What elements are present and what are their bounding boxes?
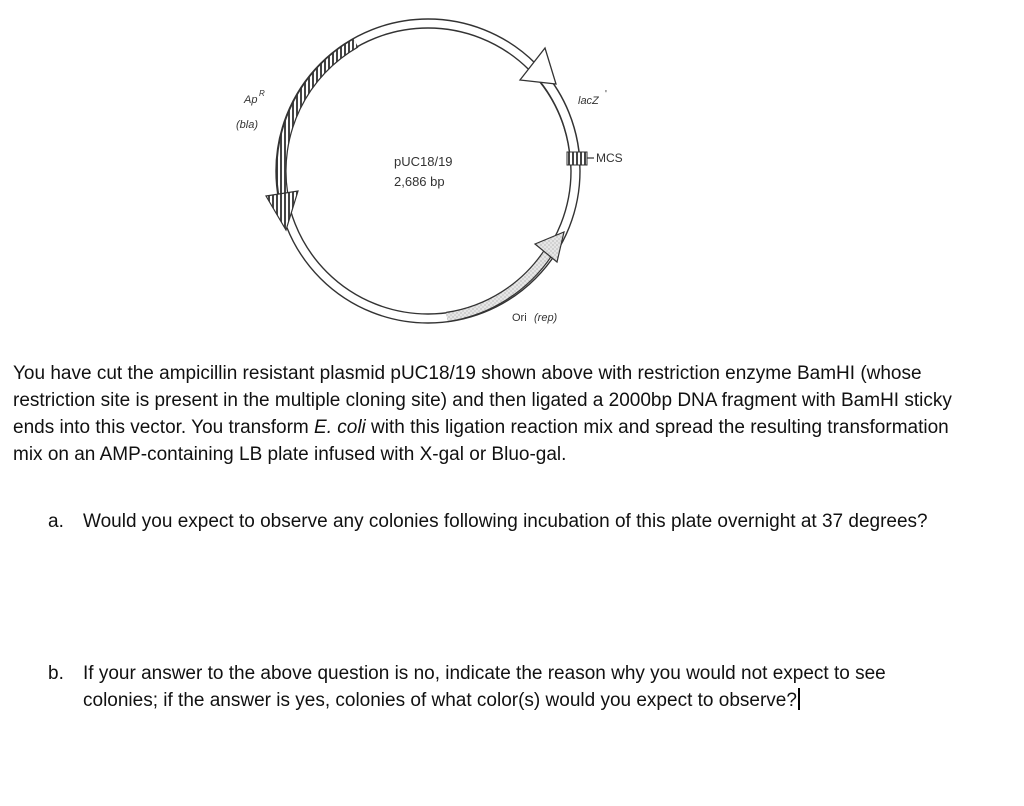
origin-label: Ori: [512, 312, 527, 324]
mcs-label: MCS: [596, 151, 623, 165]
intro-organism-italic: E. coli: [314, 417, 366, 438]
resistance-gene-superscript: R: [259, 89, 265, 98]
question-b-letter: b.: [48, 663, 64, 684]
plasmid-size-label: 2,686 bp: [394, 174, 445, 189]
question-intro-paragraph: [13, 360, 973, 468]
intro-text-part2: with this ligation reaction mix and spread the resulting transformation mix on an AMP-containing LB plate infused with X-gal or Bluo-gal.: [13, 417, 949, 465]
lacz-gene-arrow: [520, 48, 575, 160]
question-b-text: If your answer to the above question is no, indicate the reason why you would not expect to see colonies; if the answer is yes, colonies of what color(s) would you expect to observe?: [83, 663, 886, 711]
question-a-text: Would you expect to observe any colonies following incubation of this plate overnight at 37 degrees?: [83, 511, 928, 532]
resistance-gene-alt-label: (bla): [236, 119, 259, 131]
origin-alt-label: (rep): [534, 312, 558, 324]
lacz-prime-label: ': [605, 89, 607, 100]
origin-of-replication-arrow: [447, 232, 564, 317]
resistance-gene-label: Ap: [244, 94, 258, 106]
plasmid-map-diagram: [0, 0, 1024, 340]
intro-text-part1: You have cut the ampicillin resistant plasmid pUC18/19 shown above with restriction enzyme BamHI (whose restriction site is present in the multiple cloning site) and then ligated a 2000bp DNA fragment with BamHI sticky ends into this vector. You transform: [13, 363, 952, 438]
question-b-text-wrapper[interactable]: [83, 660, 948, 714]
question-a-letter: a.: [48, 511, 64, 532]
plasmid-name-label: pUC18/19: [394, 154, 453, 169]
question-item-b[interactable]: [48, 660, 948, 714]
mcs-block: [567, 152, 594, 165]
question-item-a: [48, 508, 948, 535]
lacz-label: lacZ: [578, 95, 599, 107]
text-cursor: [798, 688, 800, 710]
